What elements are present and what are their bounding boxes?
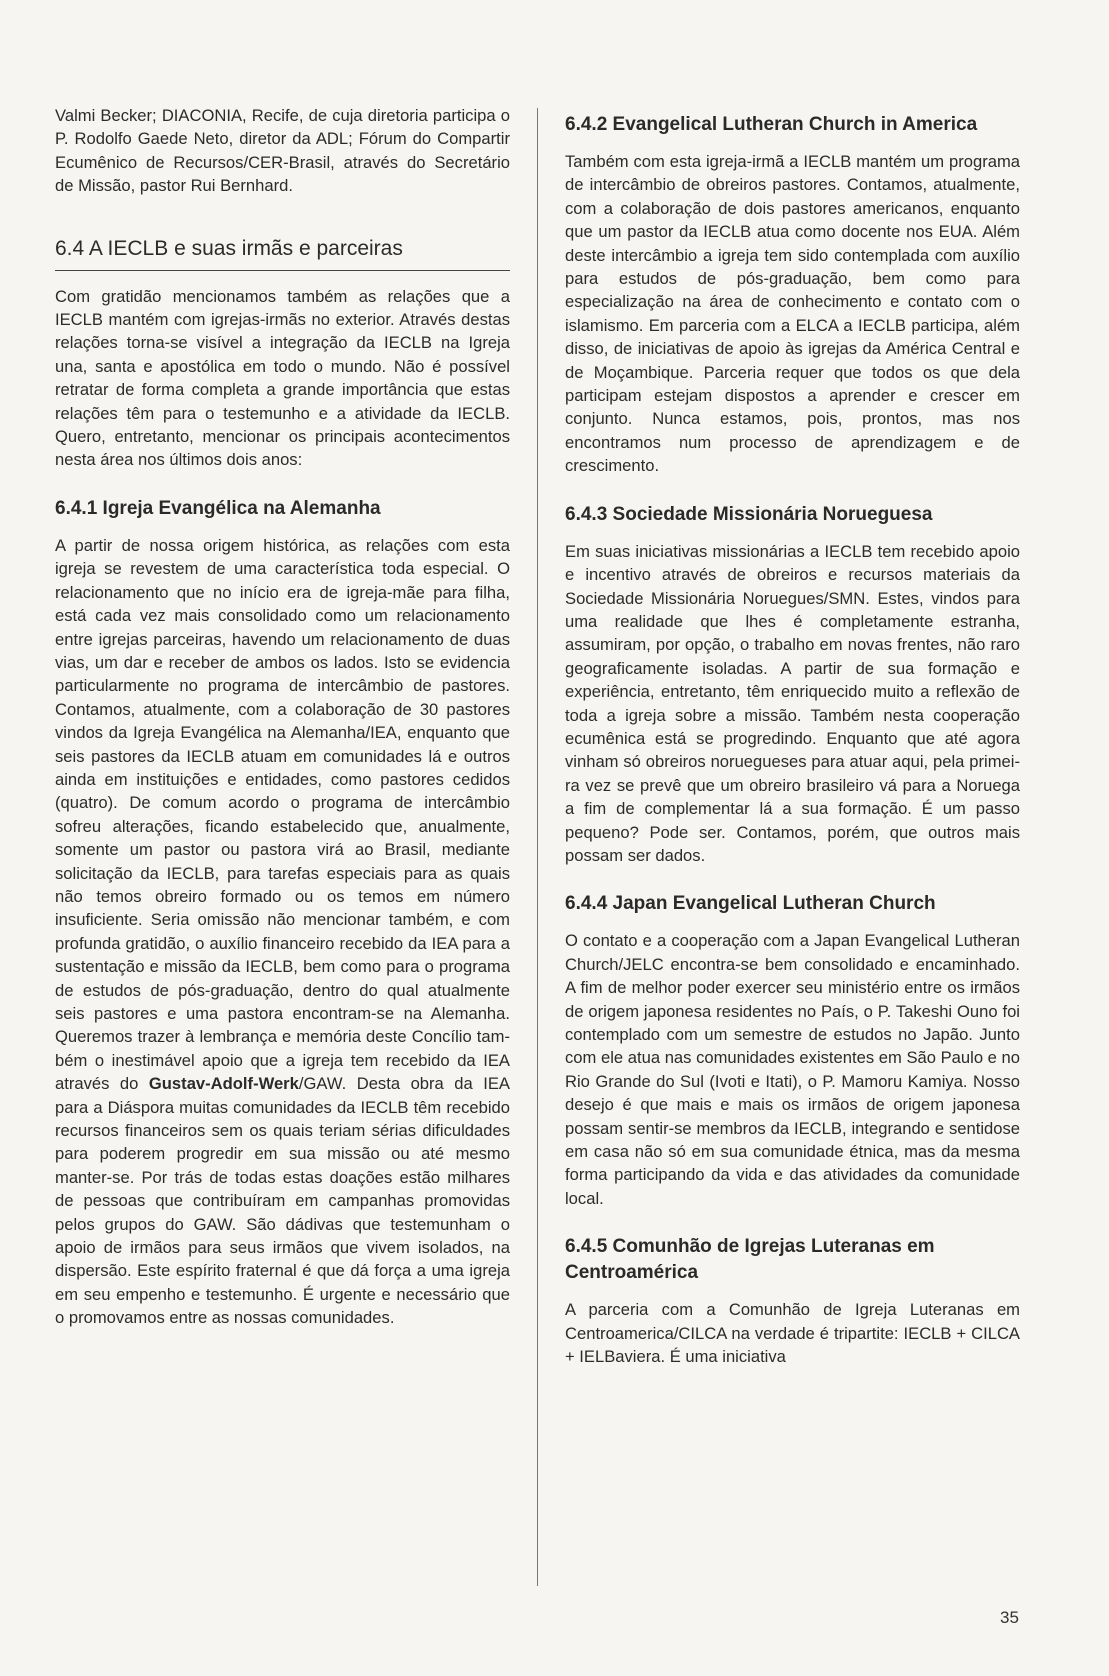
section-6-4-2-paragraph: Também com esta igreja-irmã a IECLB mantém um programa de intercâmbio de obreiros pastores. Contamos, atualmente, com a colaboração de dois pastores americanos, enquanto que um pastor da IECLB atua como docente nos EUA. Além deste intercâmbio a igreja tem sido contemplada com auxílio para estudos de pós-graduação, bem como para especialização na área de conhecimento e contato com o islamismo. Em parceria com a ELCA a IECLB participa, além disso, de iniciativas de apoio às igrejas da América Central e de Moçambique. Parceria requer que todos os que dela participam estejam dispostos a aprender e crescer em conjunto. Nunca estamos, pois, prontos, mas nos encontramos num processo de aprendizagem e de crescimento. bbox=[565, 152, 1020, 476]
intro-paragraph: Valmi Becker; DIACONIA, Recife, de cuja diretoria participa o P. Rodolfo Gaede Neto, diretor da ADL; Fórum do Compartir Ecumênico de Recursos/CER-Brasil, através do Secretário de Missão, pastor Rui Bernhard. bbox=[55, 106, 510, 196]
section-6-4-3-heading: 6.4.3 Sociedade Missionária Norueguesa bbox=[565, 503, 933, 525]
section-6-4-1-paragraph bbox=[55, 534, 510, 1330]
section-6-4-5-paragraph: A parceria com a Comunhão de Igreja Luteranas em Centroamerica/CILCA na verdade é tripartite: IECLB + CILCA + IELBaviera. É uma iniciativa bbox=[565, 1300, 1020, 1367]
section-6-4-4-heading: 6.4.4 Japan Evangelical Lutheran Church bbox=[565, 893, 936, 915]
right-column bbox=[565, 104, 1020, 1368]
page-number: 35 bbox=[1000, 1608, 1019, 1627]
section-6-4-paragraph: Com gratidão mencionamos também as relações que a IECLB mantém com igrejas-irmãs no exterior. Através destas relações torna-se visível a integração da IECLB na Igreja una, santa e apostólica em todo o mundo. Não é possível retratar de forma completa a grande importância que estas relações têm para o testemunho e a atividade da IECLB. Quero, entretanto, mencionar os principais acontecimentos nesta área nos últimos dois anos: bbox=[55, 286, 510, 470]
section-6-4-4-paragraph: O contato e a cooperação com a Japan Evangelical Lutheran Church/JELC encontra-se bem consolidado e encaminhado. A fim de melhor poder exercer seu ministério entre os irmãos de origem japonesa residentes no País, o P. Takeshi Ouno foi contemplado com um semestre de estudos no Japão. Junto com ele atua nas comunidades existentes em São Paulo e no Rio Grande do Sul (Ivoti e Itati), o P. Mamoru Kamiya. Nosso desejo é que mais e mais os irmãos de origem japonesa possam sentir-se membros da IECLB, integrando e sentidose em casa não só em sua comunidade étnica, mas da mesma forma participando da vida e das atividades da comunidade local. bbox=[565, 931, 1020, 1208]
left-column bbox=[55, 104, 510, 1330]
section-6-4-2-heading: 6.4.2 Evangelical Lutheran Church in America bbox=[565, 114, 978, 135]
section-6-4-3-paragraph: Em suas iniciativas missionárias a IECLB tem recebido apoio e incentivo através de obreiros e recursos materiais da Sociedade Missionária Noruegues/SMN. Estes, vindos para uma realidade que lhes é completamente estranha, assumiram, por opção, o trabalho em novas frentes, não raro geograficamente isoladas. A partir de sua formação e experiência, entretanto, têm enriquecido muito a reflexão de toda a igreja sobre a missão. Também nesta cooperação ecumênica está se progredindo. Enquanto que até agora vinham só obreiros noruegueses para atuar aqui, pela primeira vez se prevê que um obreiro brasileiro vá para a Noruega a fim de complementar lá a sua formação. É um passo pequeno? Pode ser. Contamos, porém, que outros mais possam ser dados. bbox=[565, 541, 1020, 865]
section-6-4-1-text-b: /GAW. Desta obra da IEA para a Diáspora muitas comunidades da IECLB têm recebido recursos financeiros sem os quais teriam sérias dificuldades para poderem progredir em sua missão ou até mesmo manter-se. Por trás de todas estas doações estão milhares de pessoas que contribuíram em campanhas promovidas pelos grupos do GAW. São dádivas que testemunham o apoio de irmãos para seus irmãos que vivem isolados, na dispersão. Este espírito fraternal é que dá força a uma igreja em seu empenho e testemunho. É urgente e necessário que o promovamos entre as nossas comunidades. bbox=[55, 1074, 510, 1328]
section-6-4-1-text-a: A partir de nossa origem histórica, as relações com esta igreja se revestem de uma característica toda especial. O relacionamento que no início era de igreja-mãe para filha, está cada vez mais consolidado como um relacionamento entre igrejas parceiras, havendo um relacionamento de duas vias, um dar e receber de ambos os lados. Isto se evidencia particularmente no programa de intercâmbio de pastores. Contamos, atualmente, com a colaboração de 30 pastores vindos da Igreja Evangélica na Alemanha/IEA, enquanto que seis pastores da IECLB atuam em comunidades lá e outros ainda em instituições e entidades, como pastores cedidos (quatro). De comum acordo o programa de intercâmbio sofreu alterações, ficando estabelecido que, anualmente, somente um pastor ou pastora virá ao Brasil, mediante solicitação da IECLB, para tarefas especiais para as quais não temos obreiro formado ou os temos em número insuficiente. Seria omissão não mencionar também, e com profunda gratidão, o auxílio financeiro recebido da IEA para a sustentação e missão da IECLB, bem como para o programa de estudos de pós-graduação, dentro do qual atualmente seis pastores e uma pastora encontram-se na Alemanha. Queremos trazer à lembrança e memória deste Concílio também o inestimável apoio que a igreja tem recebido da IEA através do bbox=[55, 535, 510, 1094]
column-divider bbox=[537, 108, 538, 1586]
section-6-4-1-heading: 6.4.1 Igreja Evangélica na Alemanha bbox=[55, 497, 381, 519]
gustav-adolf-werk-bold: Gustav-Adolf-Werk bbox=[148, 1074, 299, 1094]
section-6-4-5-heading: 6.4.5 Comunhão de Igrejas Luteranas em Centroamérica bbox=[565, 1236, 935, 1284]
section-6-4-heading: 6.4 A IECLB e suas irmãs e parceiras bbox=[55, 236, 510, 271]
